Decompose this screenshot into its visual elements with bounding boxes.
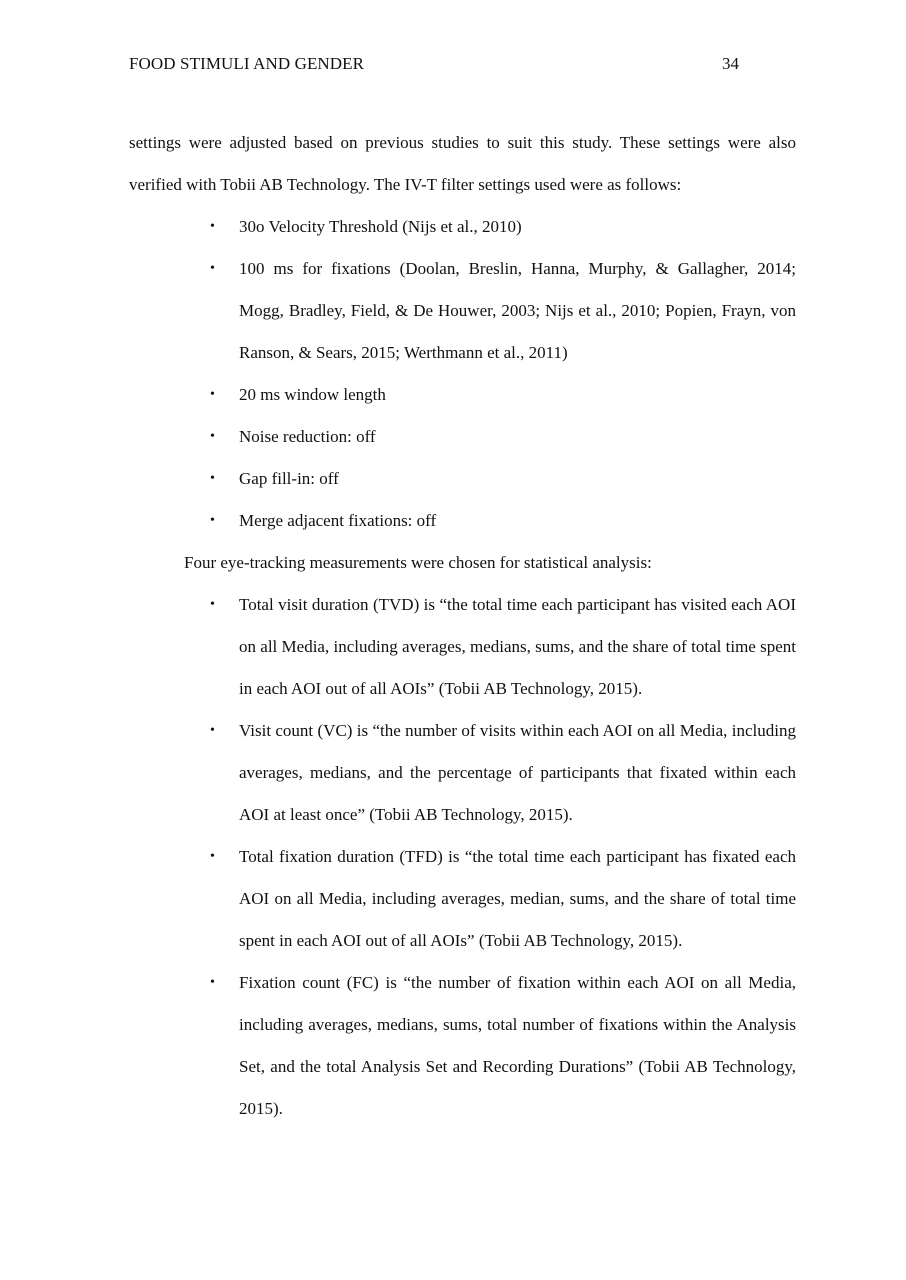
- list-item-text: Visit count (VC) is “the number of visits within each AOI on all Media, including averages, medians, and the percentage of participants that fixated within each AOI at least once” (Tobii AB Technology, 2015).: [239, 721, 796, 824]
- bullet-icon: •: [210, 849, 215, 864]
- list-item: [210, 962, 796, 1130]
- list-item-text: 30o Velocity Threshold (Nijs et al., 2010): [239, 217, 522, 236]
- list-item: [210, 836, 796, 962]
- list-item: [210, 248, 796, 374]
- list-item-text: 20 ms window length: [239, 385, 386, 404]
- body-text: [129, 122, 796, 1130]
- bullet-icon: •: [210, 513, 215, 528]
- measurements-list: [129, 584, 796, 1130]
- page-number: 34: [722, 54, 739, 73]
- list-item-text: Total fixation duration (TFD) is “the total time each participant has fixated each AOI on all Media, including averages, median, sums, and the share of total time spent in each AOI out of all AOIs” (Tobii AB Technology, 2015).: [239, 847, 796, 950]
- bullet-icon: •: [210, 387, 215, 402]
- bullet-icon: •: [210, 429, 215, 444]
- measurements-paragraph: Four eye-tracking measurements were chosen for statistical analysis:: [184, 553, 652, 572]
- bullet-icon: •: [210, 471, 215, 486]
- list-item-text: Noise reduction: off: [239, 427, 376, 446]
- list-item-text: Merge adjacent fixations: off: [239, 511, 437, 530]
- filter-settings-list: [129, 206, 796, 542]
- bullet-icon: •: [210, 261, 215, 276]
- list-item: [210, 500, 796, 542]
- list-item: [210, 416, 796, 458]
- bullet-icon: •: [210, 597, 215, 612]
- bullet-icon: •: [210, 975, 215, 990]
- list-item: [210, 206, 796, 248]
- list-item: [210, 374, 796, 416]
- list-item-text: 100 ms for fixations (Doolan, Breslin, Hanna, Murphy, & Gallagher, 2014; Mogg, Bradley, Field, & De Houwer, 2003; Nijs et al., 2010; Popien, Frayn, von Ranson, & Sears, 2015; Werthmann et al., 2011): [239, 259, 796, 362]
- list-item: [210, 710, 796, 836]
- list-item: [210, 584, 796, 710]
- intro-paragraph: settings were adjusted based on previous studies to suit this study. These settings were also verified with Tobii AB Technology. The IV-T filter settings used were as follows:: [129, 133, 796, 194]
- list-item-text: Gap fill-in: off: [239, 469, 339, 488]
- running-head: FOOD STIMULI AND GENDER: [129, 54, 365, 73]
- list-item: [210, 458, 796, 500]
- bullet-icon: •: [210, 723, 215, 738]
- list-item-text: Total visit duration (TVD) is “the total time each participant has visited each AOI on all Media, including averages, medians, sums, and the share of total time spent in each AOI out of all AOIs” (Tobii AB Technology, 2015).: [239, 595, 796, 698]
- bullet-icon: •: [210, 219, 215, 234]
- list-item-text: Fixation count (FC) is “the number of fixation within each AOI on all Media, including averages, medians, sums, total number of fixations within the Analysis Set, and the total Analysis Set and Recording Durations” (Tobii AB Technology, 2015).: [239, 973, 796, 1118]
